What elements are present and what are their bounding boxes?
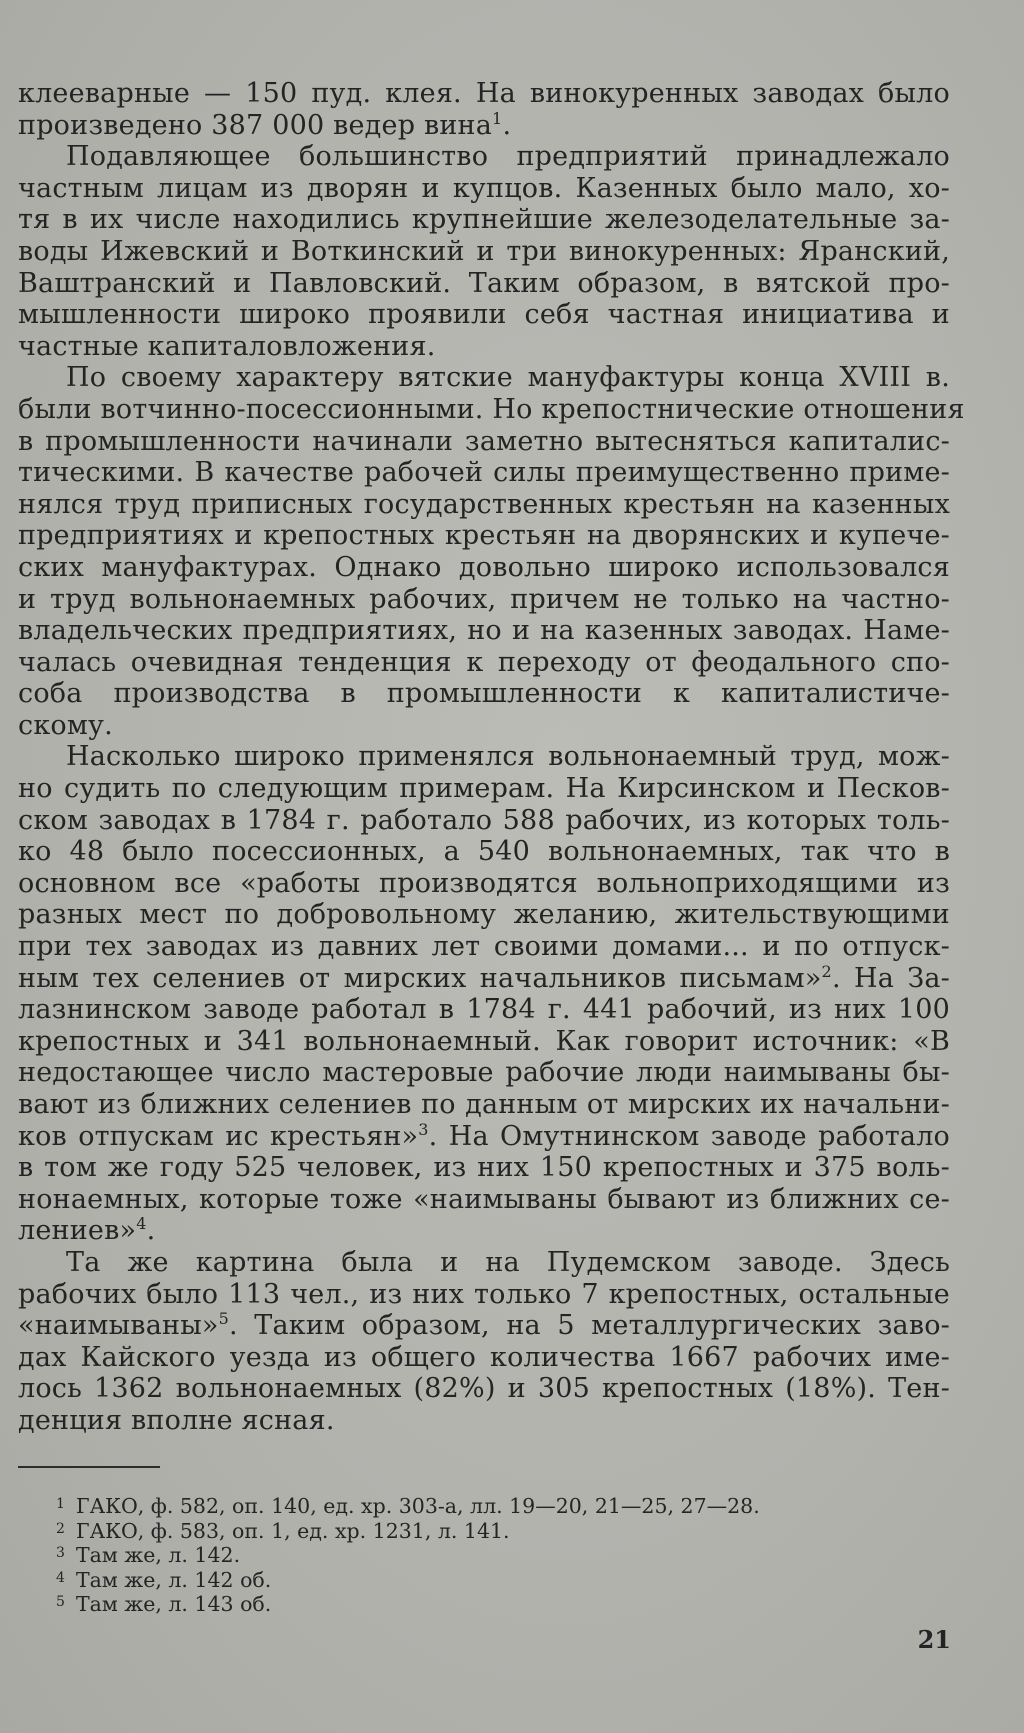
text-line <box>18 552 950 584</box>
line-text-tail: . <box>502 109 512 141</box>
line-text: лениев» <box>18 1215 137 1247</box>
text-line <box>18 1121 950 1153</box>
line-text: чалась очевидная тенденция к переходу от феодального спо- <box>18 646 950 678</box>
line-text: были вотчинно-посессионными. Но крепостнические отношения <box>18 393 965 425</box>
line-text: произведено 387 000 ведер вина <box>18 109 493 141</box>
text-line <box>18 773 950 805</box>
line-text: в том же году 525 человек, из них 150 крепостных и 375 воль- <box>18 1152 950 1184</box>
text-line <box>18 331 950 363</box>
line-text-tail: . Таким образом, на 5 металлургических заво- <box>229 1310 950 1342</box>
text-line <box>18 805 950 837</box>
line-text: в промышленности начинали заметно вытесняться капиталис- <box>18 425 950 457</box>
footnote <box>56 1492 936 1517</box>
line-text: лось 1362 вольнонаемных (82%) и 305 крепостных (18%). Тен- <box>18 1373 950 1405</box>
line-text: ным тех селениев от мирских начальников письмам» <box>18 962 822 994</box>
text-line <box>18 141 950 173</box>
line-text: нялся труд приписных государственных крестьян на казенных <box>18 488 950 520</box>
line-text: и труд вольнонаемных рабочих, причем не только на частно- <box>18 583 950 615</box>
text-line <box>18 1405 950 1437</box>
line-text: дах Кайского уезда из общего количества 1667 рабочих име- <box>18 1341 950 1373</box>
text-line <box>18 647 950 679</box>
line-text: «наимываны» <box>18 1310 219 1342</box>
text-line <box>18 868 950 900</box>
line-text: Та же картина была и на Пудемском заводе. Здесь <box>66 1246 950 1278</box>
footnotes <box>56 1492 936 1615</box>
line-text: лазнинском заводе работал в 1784 г. 441 рабочий, из них 100 <box>18 994 950 1026</box>
footnote <box>56 1590 936 1615</box>
line-text-tail: . <box>146 1215 156 1247</box>
line-text: частные капиталовложения. <box>18 330 436 362</box>
footnote-text: Там же, л. 142. <box>76 1543 241 1568</box>
footnote-separator <box>18 1466 160 1468</box>
line-text: предприятиях и крепостных крестьян на дворянских и купече- <box>18 520 950 552</box>
line-text: ков отпускам ис крестьян» <box>18 1120 419 1152</box>
line-text: нонаемных, которые тоже «наимываны бывают из ближних се- <box>18 1183 950 1215</box>
line-text: при тех заводах из давних лет своими домами... и по отпуск- <box>18 931 950 963</box>
text-line <box>18 615 950 647</box>
text-line <box>18 173 950 205</box>
footnote-mark: 4 <box>56 1569 65 1586</box>
line-text: рабочих было 113 чел., из них только 7 крепостных, остальные <box>18 1278 950 1310</box>
footnote-reference: 1 <box>492 108 503 128</box>
text-line <box>18 268 950 300</box>
footnote-text: Там же, л. 143 об. <box>76 1592 272 1617</box>
text-line <box>18 1310 950 1342</box>
footnote-mark: 5 <box>56 1594 65 1611</box>
line-text-tail: . На За- <box>831 962 950 994</box>
text-line <box>18 78 950 110</box>
line-text: частным лицам из дворян и купцов. Казенных было мало, хо- <box>18 172 950 204</box>
line-text: тическими. В качестве рабочей силы преимущественно приме- <box>18 457 950 489</box>
text-line <box>18 520 950 552</box>
text-line <box>18 362 950 394</box>
footnote-reference: 2 <box>821 961 832 981</box>
footnote-text: ГАКО, ф. 583, оп. 1, ед. хр. 1231, л. 141. <box>76 1518 510 1543</box>
text-line <box>18 710 950 742</box>
line-text: соба производства в промышленности к капиталистиче- <box>18 678 950 710</box>
text-line <box>18 994 950 1026</box>
line-text: тя в их числе находились крупнейшие железоделательные за- <box>18 204 950 236</box>
line-text: воды Ижевский и Воткинский и три винокуренных: Яранский, <box>18 235 950 267</box>
line-text: но судить по следующим примерам. На Кирсинском и Песков- <box>18 773 950 805</box>
line-text: клееварные — 150 пуд. клея. На винокуренных заводах было <box>18 78 950 109</box>
line-text: крепостных и 341 вольнонаемный. Как говорит источник: «В <box>18 1025 950 1057</box>
line-text: владельческих предприятиях, но и на казенных заводах. Наме- <box>18 615 950 647</box>
footnote-mark: 2 <box>56 1520 65 1537</box>
text-line <box>18 1342 950 1374</box>
text-line <box>18 1152 950 1184</box>
line-text: денция вполне ясная. <box>18 1404 335 1436</box>
line-text: По своему характеру вятские мануфактуры конца XVIII в. <box>66 362 950 394</box>
text-line <box>18 899 950 931</box>
text-line <box>18 1184 950 1216</box>
footnote-mark: 1 <box>56 1496 65 1512</box>
text-line <box>18 836 950 868</box>
text-line <box>18 584 950 616</box>
text-line <box>18 426 950 458</box>
footnote-text: ГАКО, ф. 582, оп. 140, ед. хр. 303-а, лл. 19—20, 21—25, 27—28. <box>76 1494 760 1518</box>
text-line <box>18 1373 950 1405</box>
text-line <box>18 457 950 489</box>
text-line <box>18 236 950 268</box>
line-text: основном все «работы производятся вольноприходящими из <box>18 867 950 899</box>
line-text: Ваштранский и Павловский. Таким образом, в вятской про- <box>18 267 950 299</box>
text-line <box>18 204 950 236</box>
line-text: Насколько широко применялся вольнонаемный труд, мож- <box>66 741 950 773</box>
footnote-text: Там же, л. 142 об. <box>76 1567 272 1592</box>
line-text: ских мануфактурах. Однако довольно широко использовался <box>18 551 950 583</box>
line-text: недостающее число мастеровые рабочие люди наимываны бы- <box>18 1057 950 1089</box>
text-line <box>18 1089 950 1121</box>
line-text: ко 48 было посессионных, а 540 вольнонаемных, так что в <box>18 836 950 868</box>
footnote <box>56 1517 936 1542</box>
text-line <box>18 1247 950 1279</box>
text-line <box>18 931 950 963</box>
footnote-reference: 3 <box>418 1119 429 1139</box>
text-line <box>18 678 950 710</box>
text-line <box>18 1026 950 1058</box>
line-text: ском заводах в 1784 г. работало 588 рабочих, из которых толь- <box>18 804 950 836</box>
text-line <box>18 1057 950 1089</box>
text-line <box>18 393 965 426</box>
footnote <box>56 1541 936 1566</box>
text-line <box>18 741 950 773</box>
text-line <box>18 110 950 142</box>
footnote-reference: 5 <box>218 1309 229 1329</box>
text-line <box>18 1215 950 1247</box>
text-line <box>18 299 950 331</box>
text-line <box>18 1279 950 1311</box>
footnote <box>56 1566 936 1591</box>
footnote-reference: 4 <box>136 1214 147 1234</box>
page-number: 21 <box>917 1625 951 1654</box>
line-text: мышленности широко проявили себя частная инициатива и <box>18 299 950 331</box>
body-text <box>18 78 965 1437</box>
line-text: разных мест по добровольному желанию, жительствующими <box>18 899 950 931</box>
line-text: Подавляющее большинство предприятий принадлежало <box>66 141 950 173</box>
line-text-tail: . На Омутнинском заводе работало <box>428 1120 950 1152</box>
text-line <box>18 963 950 995</box>
line-text: вают из ближних селениев по данным от мирских их начальни- <box>18 1089 950 1120</box>
line-text: скому. <box>18 709 113 741</box>
footnote-mark: 3 <box>56 1545 65 1562</box>
text-line <box>18 489 950 521</box>
